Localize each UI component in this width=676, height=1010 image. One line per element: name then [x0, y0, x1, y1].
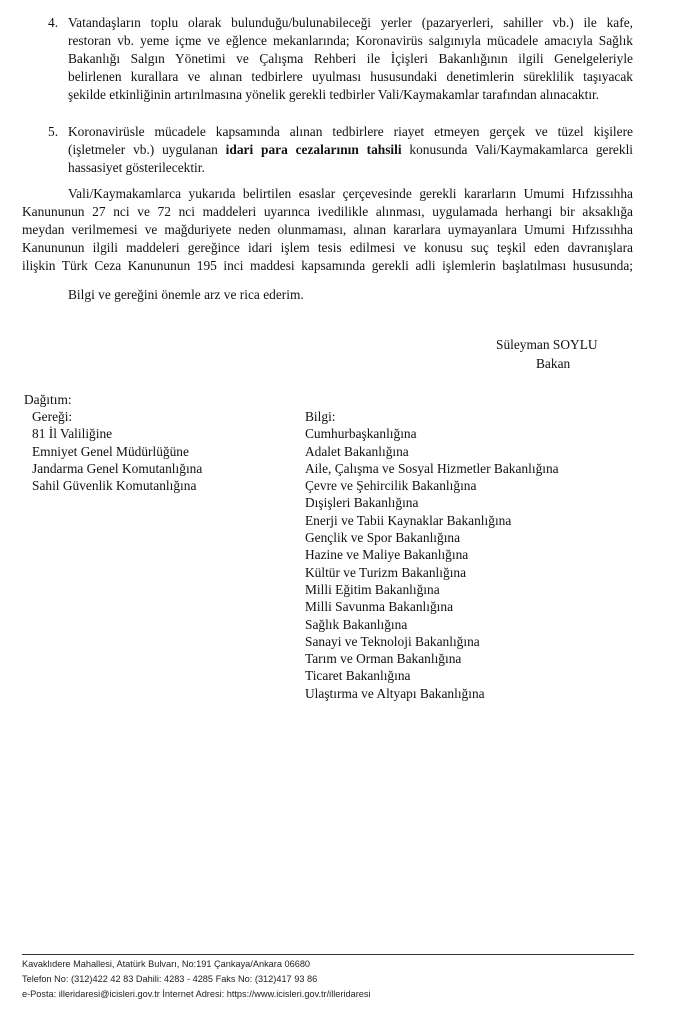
footer-phone: Telefon No: (312)422 42 83 Dahili: 4283 - 4285 Faks No: (312)417 93 86 [22, 974, 318, 985]
item-5-line-2 [68, 141, 633, 159]
closing-line: meydan verilmemesi ve mağduriyete neden olunmaması, alınan kararlara uymayanlara Umumi Hıfzıssıhha [22, 222, 633, 237]
info-recipient: Cumhurbaşkanlığına [305, 426, 417, 442]
item-4-line: Bakanlığı Salgın Yönetimi ve Çalışma Rehberi ile İçişleri Bakanlığının ilgili Genelgeleriyle [68, 51, 633, 66]
action-recipient: Sahil Güvenlik Komutanlığına [32, 478, 197, 494]
info-recipient: Milli Eğitim Bakanlığına [305, 581, 440, 597]
info-recipient: Enerji ve Tabii Kaynaklar Bakanlığına [305, 512, 512, 528]
info-recipient: Gençlik ve Spor Bakanlığına [305, 530, 461, 546]
footer-divider [22, 954, 634, 955]
closing-paragraph-first [68, 185, 633, 203]
item-5-text-cont [68, 141, 633, 177]
action-recipient: Jandarma Genel Komutanlığına [32, 460, 203, 476]
action-heading: Gereği: [32, 409, 73, 424]
distribution-info-column [305, 408, 559, 702]
closing-line: Kanununun ilgili maddeleri gereğince idari işlem tesis edilmesi ve konusu suç teşkil eden davranışlara [22, 240, 633, 255]
item-5-text [68, 123, 633, 141]
signer-name: Süleyman SOYLU [496, 337, 598, 352]
item-4-line: şekilde etkinliğinin artırılmasına yönelik gerekli tedbirler Vali/Kaymakamlar tarafından alınacaktır. [68, 87, 600, 102]
info-recipient: Sağlık Bakanlığına [305, 616, 408, 632]
info-recipient: Hazine ve Maliye Bakanlığına [305, 547, 469, 563]
item-number-4: 4. [48, 15, 59, 30]
item-5-line-2-post: konusunda Vali/Kaymakamlarca gerekli [401, 142, 634, 157]
item-4-text [68, 14, 633, 32]
info-recipient: Kültür ve Turizm Bakanlığına [305, 564, 467, 580]
info-recipient: Ticaret Bakanlığına [305, 668, 411, 684]
distribution-action-column [32, 408, 202, 494]
request-line: Bilgi ve gereğini önemle arz ve rica ederim. [68, 287, 304, 302]
info-recipient: Çevre ve Şehircilik Bakanlığına [305, 478, 477, 494]
item-4-text-cont [68, 32, 633, 104]
info-recipient: Sanayi ve Teknoloji Bakanlığına [305, 633, 480, 649]
footer [22, 957, 371, 1003]
closing-line: Vali/Kaymakamlarca yukarıda belirtilen esaslar çerçevesinde gerekli kararların Umumi Hıfzıssıhha [68, 186, 633, 201]
item-5-line: Koronavirüsle mücadele kapsamında alınan tedbirlere riayet etmeyen gerçek ve tüzel kişilere [68, 124, 633, 139]
action-recipient: Emniyet Genel Müdürlüğüne [32, 443, 189, 459]
info-heading: Bilgi: [305, 409, 336, 424]
info-recipient: Dışişleri Bakanlığına [305, 495, 419, 511]
info-recipient: Aile, Çalışma ve Sosyal Hizmetler Bakanlığına [305, 460, 559, 476]
info-recipient: Tarım ve Orman Bakanlığına [305, 651, 462, 667]
signer-title: Bakan [536, 356, 571, 371]
closing-line: Kanununun 27 nci ve 72 nci maddeleri uyarınca ivedilikle alınması, uygulamada herhangi bir aksaklığa [22, 204, 633, 219]
closing-paragraph-body [22, 203, 633, 275]
footer-contact: e-Posta: illeridaresi@icisleri.gov.tr İnternet Adresi: https://www.icisleri.gov.tr/illeridaresi [22, 989, 371, 1000]
item-5-emphasis: idari para cezalarının tahsili [225, 142, 402, 157]
item-4-line: restoran vb. yeme içme ve eğlence mekanlarında; Koronavirüs salgınıyla mücadele amacıyla Sağlık [68, 33, 633, 48]
item-4-line: Vatandaşların toplu olarak bulunduğu/bulunabileceği yerler (pazaryerleri, sahiller vb.) ile kafe, [68, 15, 633, 30]
info-recipient: Milli Savunma Bakanlığına [305, 599, 454, 615]
info-recipient: Adalet Bakanlığına [305, 443, 409, 459]
item-number-5: 5. [48, 124, 59, 139]
closing-line: ilişkin Türk Ceza Kanununun 195 inci maddesi kapsamında gerekli adli işlemlerin başlatılması hususunda; [22, 258, 633, 273]
item-5-line: hassasiyet gösterilecektir. [68, 160, 205, 175]
info-recipient: Ulaştırma ve Altyapı Bakanlığına [305, 685, 485, 701]
item-5-line-2-pre: (işletmeler vb.) uygulanan [68, 142, 226, 157]
action-recipient: 81 İl Valiliğine [32, 426, 113, 442]
item-4-line: belirlenen kurallara ve alınan tedbirlere uyulması hususundaki denetimlerin süreklilik taşıyacak [68, 69, 633, 84]
footer-address: Kavaklıdere Mahallesi, Atatürk Bulvarı, No:191 Çankaya/Ankara 06680 [22, 959, 311, 969]
distribution-heading: Dağıtım: [24, 392, 72, 407]
